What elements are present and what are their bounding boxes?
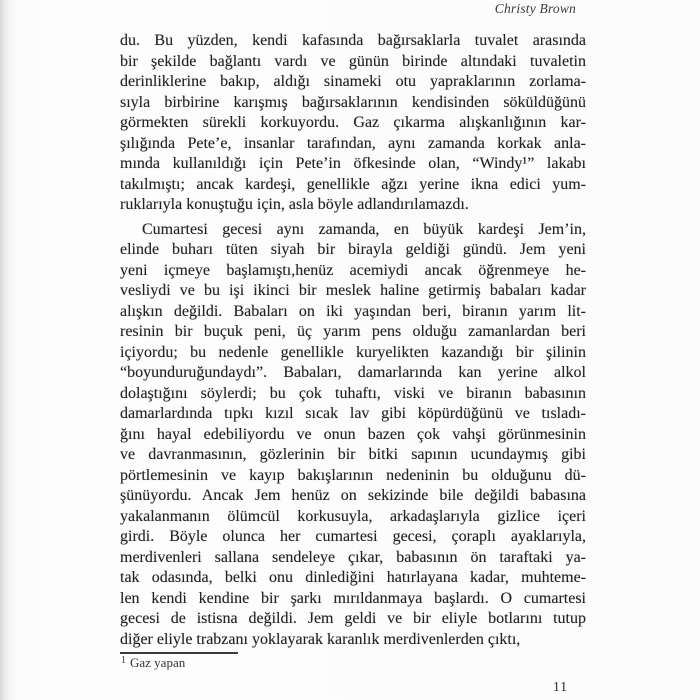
text-line: alışkın değildi. Babaları on iki yaşından beri, biranın yarım lit- — [120, 302, 586, 320]
text-line: merdivenleri sallana sendeleye çıkar, babasının ön taraftaki ya- — [120, 548, 586, 566]
footnote-row — [120, 655, 420, 671]
body-text — [120, 31, 586, 650]
text-line: “boyunduruğundaydı”. Babaları, damarlarında kan yerine alkol — [120, 364, 586, 381]
text-line: ruklarıyla konuştuğu için, asla böyle adlandırılamazdı. — [120, 196, 469, 213]
text-line: ve davranmasının, gözlerinin bir bitki sapının ucundaymış gibi — [120, 446, 586, 463]
text-line: şılığında Pete’e, insanlar tarafından, aynı zamanda korkak anla- — [120, 134, 586, 152]
text-line: ğını hayal edebiliyordu ve onun bazen çok vahşi görünmesinin — [120, 425, 586, 443]
text-line: mında kullanıldığı için Pete’in öfkesinde olan, “Windy¹” lakabı — [120, 155, 586, 172]
text-line: içiyordu; bu nedenle genellikle kuryelikten kazandığı bir şilinin — [120, 343, 586, 361]
text-line: görmekten sürekli korkuyordu. Gaz çıkarma alışkanlığının kar- — [120, 114, 586, 131]
text-line: pörtlemesinin ve kayıp bakışlarının nedeninin bu olduğunu dü- — [120, 466, 586, 484]
paragraph — [120, 31, 586, 216]
text-line: derinliklerine bakıp, aldığı sinameki otu yapraklarının zorlama- — [120, 73, 586, 90]
text-line: dolaştığını söylerdi; bu çok tuhaftı, viski ve biranın babasının — [120, 384, 586, 402]
footnote-separator-rule — [120, 652, 238, 654]
text-line: sıyla birbirine karışmış bağırsaklarının kendisinden söküldüğünü — [120, 93, 586, 111]
paragraph — [120, 220, 586, 651]
footnote — [120, 652, 420, 671]
page-number: 11 — [553, 679, 568, 694]
text-line: resinin bir buçuk peni, üç yarım pens olduğu zamanlardan beri — [120, 323, 586, 340]
text-line: bir şekilde bağlantı vardı ve günün birinde altındaki tuvaletin — [120, 52, 586, 70]
text-line: yeni içmeye başlamıştı,henüz acemiydi ancak öğrenmeye he- — [120, 261, 586, 279]
text-line: vesliydi ve bu işi ikinci bir meslek haline getirmiş babaları kadar — [120, 282, 586, 299]
text-line: damarlardında tıpkı kızıl sıcak lav gibi köpürdüğünü ve tısladı- — [120, 405, 586, 422]
text-line: tak odasında, belki onu dinlediğini hatırlayana kadar, muhteme- — [120, 569, 586, 586]
text-line: gecesi de istisna değildi. Jem geldi ve bir eliyle botlarını tutup — [120, 610, 586, 627]
running-header-author: Christy Brown — [494, 1, 576, 16]
text-line: len kendi kendine bir şarkı mırıldanmaya başlardı. O cumartesi — [120, 589, 586, 607]
footnote-marker: 1 — [121, 655, 126, 666]
text-line: yakalanmanın ölümcül korkusuyla, arkadaşlarıyla gizlice içeri — [120, 507, 586, 525]
footnote-text: Gaz yapan — [130, 655, 186, 670]
text-line: girdi. Böyle olunca her cumartesi gecesi, çoraplı ayaklarıyla, — [120, 528, 586, 545]
text-line: Cumartesi gecesi aynı zamanda, en büyük kardeşi Jem’in, — [142, 220, 586, 238]
text-line: takılmıştı; ancak kardeşi, genellikle ağzı yerine ikna edici yum- — [120, 175, 586, 193]
text-line: elinde buharı tüten siyah bir birayla geldiği gündü. Jem yeni — [120, 241, 586, 258]
text-line: du. Bu yüzden, kendi kafasında bağırsaklarla tuvalet arasında — [120, 32, 586, 49]
text-line: diğer eliyle trabzanı yoklayarak karanlık merdivenlerden çıktı, — [120, 630, 521, 648]
text-line: şünüyordu. Ancak Jem henüz on sekizinde bile değildi babasına — [120, 487, 586, 504]
